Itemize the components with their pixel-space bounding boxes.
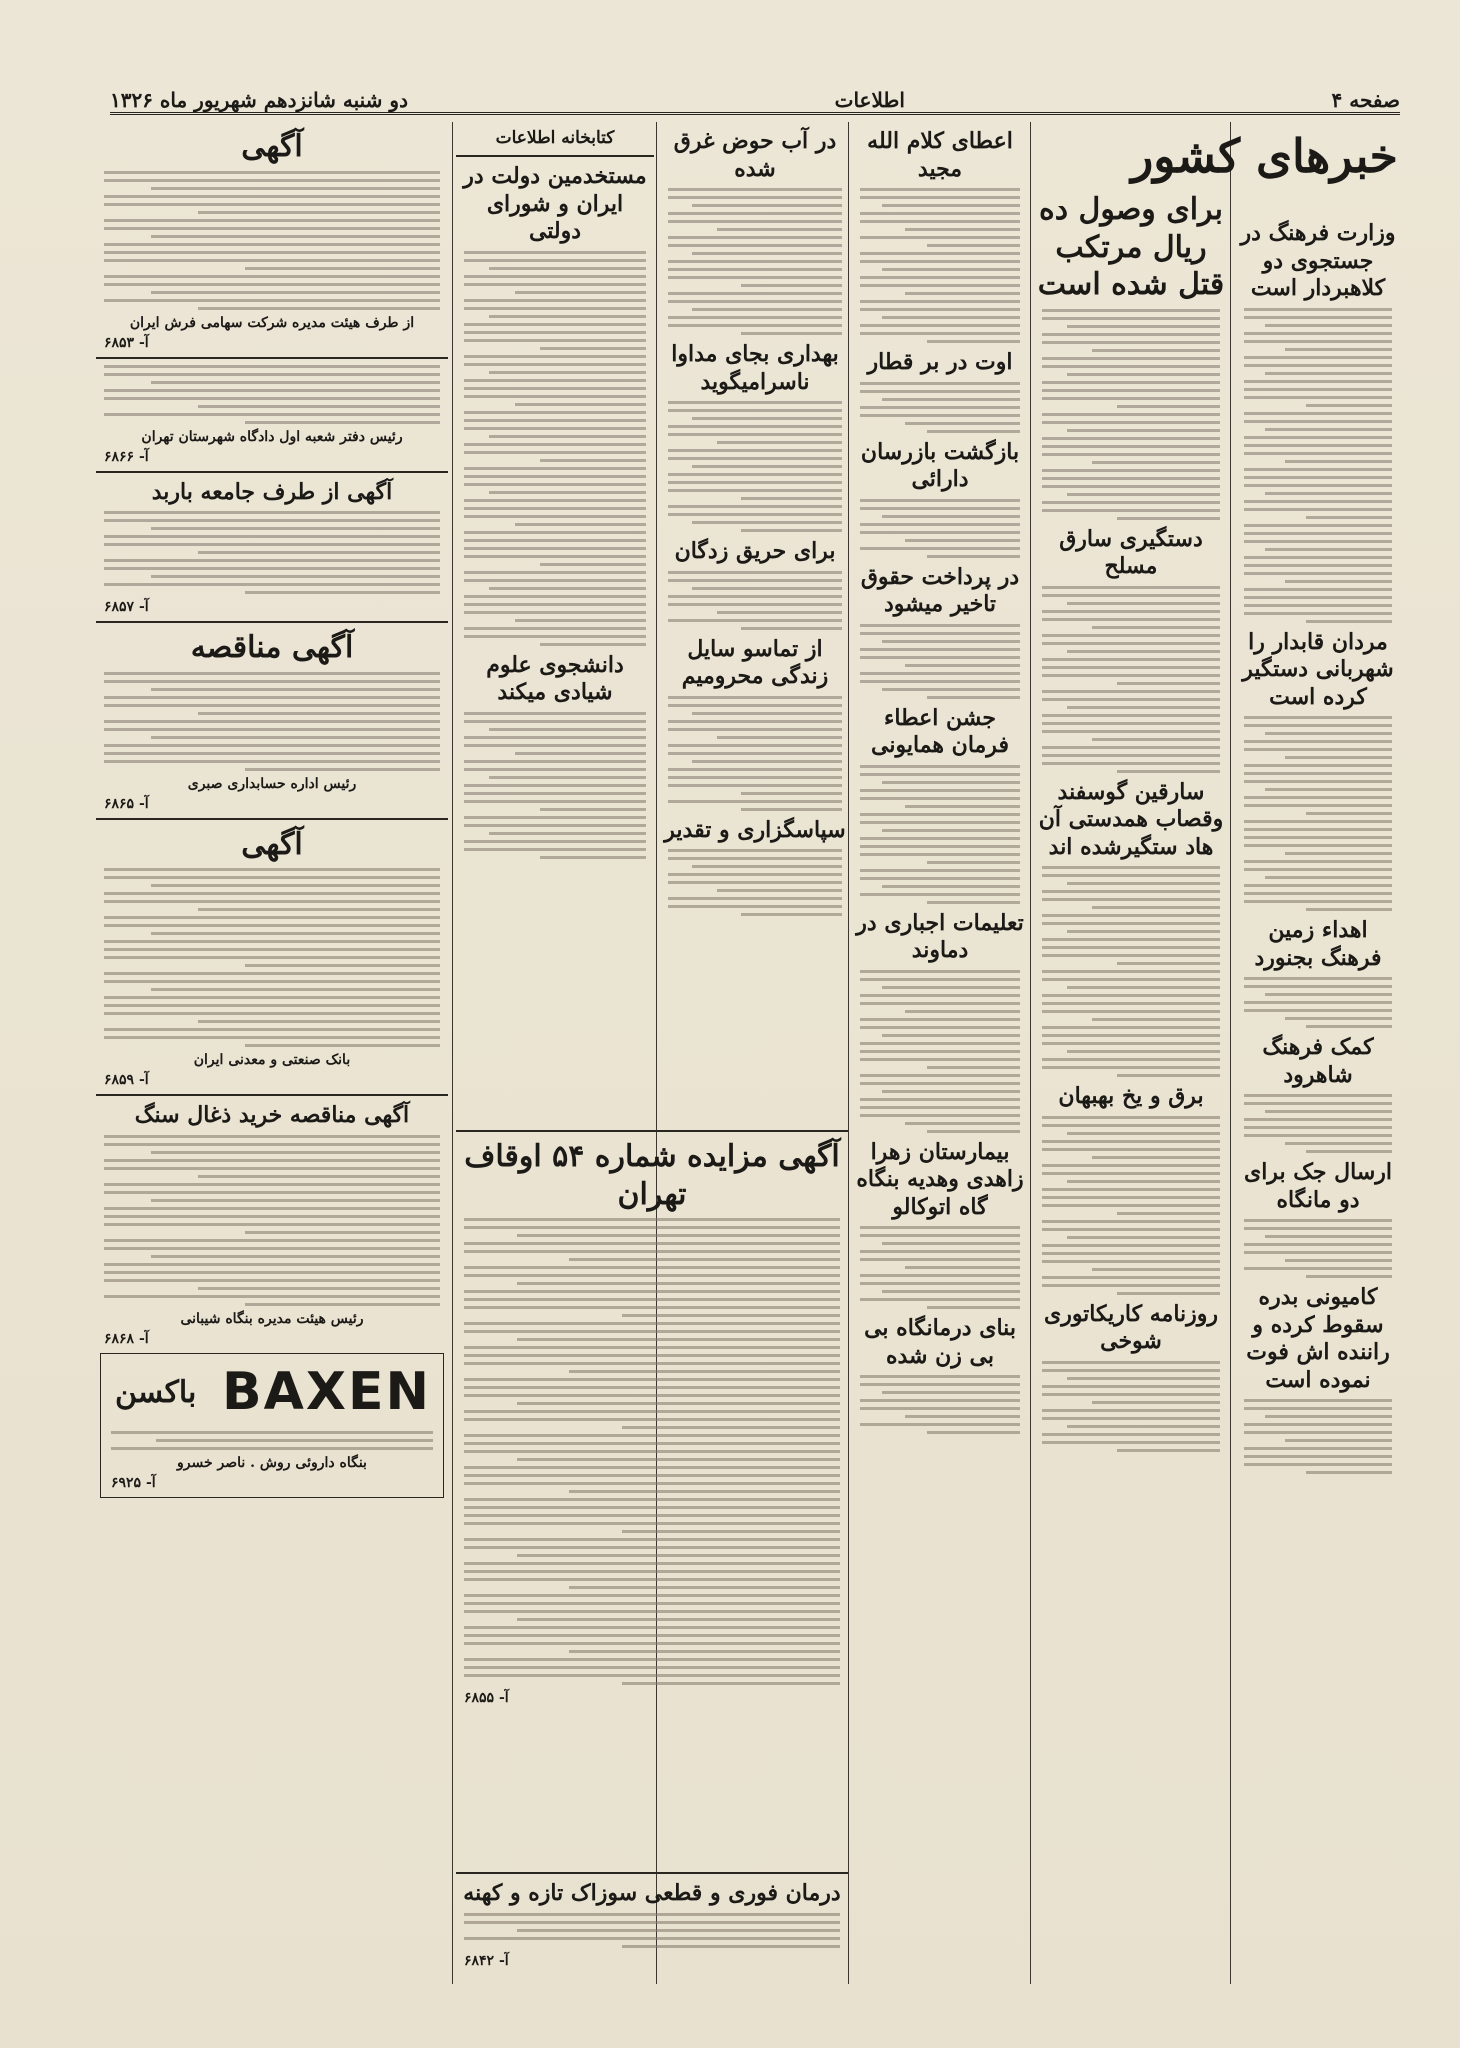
column-rule <box>1030 122 1031 1984</box>
article-text <box>1244 1094 1392 1153</box>
article-text <box>1244 1399 1392 1474</box>
article-text <box>860 188 1020 247</box>
article-text <box>1244 716 1392 911</box>
article-headline: تعلیمات اجباری در دماوند <box>856 909 1024 963</box>
article-headline: بیمارستان زهرا زاهدی وهدیه بنگاه گاه اتوکالو <box>856 1138 1024 1220</box>
article-text <box>1042 1116 1220 1295</box>
column-5 <box>456 122 654 1118</box>
ad-title: آگهی از طرف جامعه باربد <box>151 478 393 505</box>
article-headline: بنای درمانگاه بی بی زن شده <box>864 1315 1016 1369</box>
article-headline: بازگشت بازرسان دارائی <box>860 438 1020 492</box>
ad-text <box>464 1218 840 1685</box>
article-text <box>860 1226 1020 1309</box>
ad-text <box>104 511 440 594</box>
article-headline: اوت در بر قطار <box>867 349 1013 375</box>
article-headline: برای حریق زدگان <box>674 538 836 564</box>
article-text <box>860 970 1020 1133</box>
ad-text <box>104 171 440 310</box>
article-headline: سپاسگزاری و تقدیر <box>664 816 846 843</box>
brand-row <box>103 1358 441 1426</box>
ad-text <box>104 868 440 1047</box>
article-headline: در آب حوض غرق شده <box>673 128 837 182</box>
article-headline: مردان قابدار را شهربانی دستگیر کرده است <box>1242 628 1394 710</box>
article-text <box>668 849 842 916</box>
ad-text <box>104 672 440 771</box>
article-headline: دستگیری سارق مسلح <box>1059 525 1203 579</box>
column-2 <box>1034 185 1228 1984</box>
ad-code: آ- ۶۸۴۲ <box>464 1952 509 1969</box>
divider <box>456 155 654 157</box>
divider <box>456 1872 848 1874</box>
brand-name-latin: BAXEN <box>221 1361 431 1422</box>
article-text <box>464 712 646 859</box>
column-3 <box>852 122 1028 1984</box>
article-headline: بهداری بجای مداوا ناسرامیگوید <box>671 341 839 395</box>
ad-title: آگهی مزایده شماره ۵۴ اوقاف تهران <box>464 1139 840 1212</box>
ad-signature: رئیس دفتر شعبه اول دادگاه شهرستان تهران <box>141 428 403 445</box>
article-headline: کمک فرهنگ شاهرود <box>1262 1034 1374 1088</box>
article-text <box>668 188 842 335</box>
ad-code: آ- ۶۸۶۸ <box>104 1330 149 1347</box>
article-headline: وزارت فرهنگ در جستجوی دو کلاهبردار است <box>1240 220 1396 301</box>
article-text <box>1244 1219 1392 1278</box>
article-headline: در پرداخت حقوق تاخیر میشود <box>860 563 1020 617</box>
article-headline: جشن اعطاء فرمان همایونی <box>871 704 1009 758</box>
ad-title: آگهی مناقصه خرید ذغال سنگ <box>134 1102 410 1128</box>
divider <box>456 1130 848 1132</box>
newspaper-name: اطلاعات <box>834 88 905 112</box>
article-headline: برای وصول ده ریال مرتکب قتل شده است <box>1037 192 1225 302</box>
ad-code: آ- ۶۸۵۹ <box>104 1072 149 1088</box>
ad-code: آ- ۶۸۶۶ <box>104 448 149 465</box>
page-number: صفحه ۴ <box>1331 88 1400 112</box>
article-headline: مستخدمین دولت در ایران و شورای دولتی <box>463 163 647 245</box>
article-headline: اعطای کلام الله مجید <box>867 128 1013 182</box>
article-text <box>1042 866 1220 1077</box>
baxen-ad <box>100 1353 444 1498</box>
ad-signature: رئیس هیئت مدیره بنگاه شیبانی <box>180 1310 364 1327</box>
section-title: خبرهای کشور <box>1131 129 1398 183</box>
masthead <box>110 78 1400 115</box>
article-text <box>464 251 646 646</box>
article-text <box>860 624 1020 699</box>
ad-signature: بانک صنعتی و معدنی ایران <box>193 1052 351 1068</box>
ad-code: آ- ۶۸۵۳ <box>104 334 149 351</box>
issue-date: دو شنبه شانزدهم شهریور ماه ۱۳۲۶ <box>110 88 408 112</box>
column-rule <box>452 122 453 1984</box>
article-headline: دانشجوی علوم شیادی میکند <box>486 651 624 706</box>
ad-code: آ- ۶۸۵۵ <box>464 1690 509 1706</box>
ad-text <box>104 365 440 424</box>
article-headline: کامیونی بدره سقوط کرده و راننده اش فوت نموده است <box>1246 1284 1390 1393</box>
ad-text <box>104 1135 440 1306</box>
article-headline: اهداء زمین فرهنگ بجنورد <box>1254 917 1382 971</box>
article-text <box>860 1375 1020 1434</box>
remedy-ad <box>456 1866 848 1984</box>
article-text <box>1042 586 1220 773</box>
divider <box>96 818 448 820</box>
column-rule <box>1230 122 1231 1984</box>
column-ads <box>96 122 448 1984</box>
ad-code: آ- ۶۸۵۷ <box>104 599 149 615</box>
article-headline: برق و یخ بهبهان <box>1058 1083 1204 1109</box>
article-headline: سارقین گوسفند وقصاب همدستی آن هاد ستگیرشده اند <box>1038 778 1224 860</box>
article-text <box>668 696 842 811</box>
article-text <box>1244 308 1392 623</box>
article-text <box>668 401 842 532</box>
divider <box>96 357 448 359</box>
article-text <box>860 499 1020 558</box>
ad-title: درمان فوری و قطعی سوزاک تازه و کهنه <box>463 1880 841 1906</box>
column-4 <box>660 122 850 1118</box>
article-text <box>860 252 1020 343</box>
article-headline: ارسال جک برای دو مانگاه <box>1243 1159 1393 1213</box>
ad-code: آ- ۶۹۲۵ <box>111 1474 156 1491</box>
ad-title: آگهی <box>241 129 303 164</box>
article-text <box>1042 309 1220 520</box>
article-text <box>1042 1361 1220 1452</box>
auction-ad <box>456 1124 848 1858</box>
ad-text <box>464 1913 840 1948</box>
brand-name-persian: باکسن <box>115 1374 197 1410</box>
ad-signature: بنگاه داروئی روش . ناصر خسرو <box>177 1454 367 1471</box>
section-title: کتابخانه اطلاعات <box>495 128 615 148</box>
ad-title: آگهی مناقصه <box>190 630 354 665</box>
article-text <box>860 382 1020 433</box>
ad-title: آگهی <box>241 826 303 862</box>
article-headline: روزنامه کاریکاتوری شوخی <box>1043 1300 1219 1354</box>
article-text <box>1244 977 1392 1028</box>
ad-signature: رئیس اداره حسابداری صبری <box>187 775 357 792</box>
ad-code: آ- ۶۸۶۵ <box>104 795 149 812</box>
article-text <box>668 571 842 630</box>
article-headline: از تماسو سایل زندگی محرومیم <box>681 635 829 689</box>
divider <box>96 471 448 473</box>
divider <box>96 621 448 623</box>
ad-signature: از طرف هیئت مدیره شرکت سهامی فرش ایران <box>129 314 415 331</box>
ad-text <box>111 1431 433 1450</box>
article-text <box>860 765 1020 904</box>
divider <box>96 1094 448 1096</box>
